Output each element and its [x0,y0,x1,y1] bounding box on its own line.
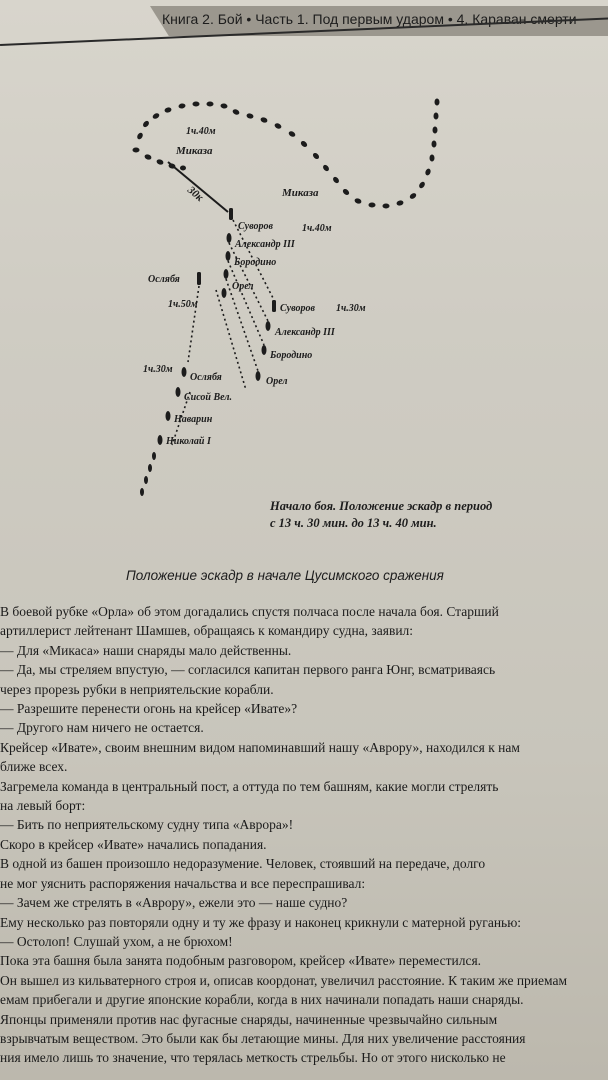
text-line: — Для «Микаса» наши снаряды мало действенны. [0,642,292,658]
label-time-right-2: 1ч.30м [336,303,366,314]
label-orel-1: Орел [232,281,254,292]
text-line: ближе всех. [0,759,68,775]
label-distance: 30к [185,184,206,204]
label-time-150: 1ч.50м [168,299,198,310]
text-line: В одной из башен произошло недоразумение. Человек, стоявший на передаче, долго [0,856,486,872]
text-line: Пока эта башня была занята подобным разговором, крейсер «Ивате» переместился. [0,953,482,969]
text-line: Скоро в крейсер «Ивате» начались попадания. [0,836,267,852]
label-orel-2: Орел [266,376,288,387]
label-oslyabya-1: Ослябя [148,274,180,285]
text-line: взрывчатым веществом. Это были как бы летающие мины. Для них увеличение расстояния [0,1030,526,1046]
label-time-top: 1ч.40м [186,126,216,137]
running-header: Книга 2. Бой • Часть 1. Под первым ударом • 4. Караван смерти [162,11,577,27]
label-alexander-2: Александр III [275,327,335,338]
text-line: Японцы применяли против нас фугасные снаряды, начиненные чрезвычайно сильным [0,1011,498,1027]
body-text [0,602,608,1068]
label-mikasa-2: Миказа [282,187,319,199]
text-line: — Другого нам ничего не остается. [0,720,204,736]
text-line: Загремела команда в центральный пост, а оттуда по тем башням, какие могли стрелять [0,778,499,794]
label-navarin: Наварин [174,414,213,425]
japanese-squadron-track-2 [246,99,440,209]
label-suvorov-2: Суворов [280,303,315,314]
distance-line [168,162,228,212]
diagram-note: Начало боя. Положение эскадр в период с 13 ч. 30 мин. до 13 ч. 40 мин. [270,499,493,530]
label-nikolai: Николай I [166,436,211,447]
label-suvorov-1: Суворов [238,221,273,232]
text-line: Он вышел из кильватерного строя и, описав коордонат, увеличил расстояние. К таким же приемам [0,972,567,988]
text-line: — Зачем же стрелять в «Аврору», ежели это — наше судно? [0,895,348,911]
label-oslyabya-2: Ослябя [190,372,222,383]
text-line: через прорезь рубки в неприятельские корабли. [0,681,274,697]
label-alexander-1: Александр III [235,239,295,250]
russian-column-2 [256,300,277,381]
label-borodino-2: Бородино [270,350,313,361]
text-line: — Да, мы стреляем впустую, — согласился капитан первого ранга Юнг, всматриваясь [0,662,496,678]
label-time-left: 1ч.30м [143,364,173,375]
text-line: не мог уяснить распоряжения начальства и все переспрашивал: [0,875,366,891]
text-line: В боевой рубке «Орла» об этом догадались спустя полчаса после начала боя. Старший [0,604,499,619]
text-line: Ему несколько раз повторяли одну и ту же фразу и наконец крикнули с матерной руганью: [0,914,522,930]
label-borodino-1: Бородино [234,257,277,268]
text-line: артиллерист лейтенант Шамшев, обращаясь к командиру судна, заявил: [0,623,414,639]
battle-diagram [0,60,608,500]
label-mikasa-1: Миказа [176,145,213,157]
text-line: — Бить по неприятельскому судну типа «Аврора»! [0,817,294,833]
text-line: Крейсер «Ивате», своим внешним видом напоминавший нашу «Аврору», находился к нам [0,739,520,755]
text-line: емам прибегали и другие японские корабли, когда в них начинали попадать наши снаряды. [0,992,524,1008]
text-line: ния имело лишь то значение, что терялась меткость стрельбы. Но от этого нисколько не [0,1050,506,1066]
text-line: — Разрешите перенести огонь на крейсер «Ивате»? [0,701,298,717]
text-line: на левый борт: [0,798,86,814]
text-line: — Остолоп! Слушай ухом, а не брюхом! [0,933,233,949]
label-time-right-1: 1ч.40м [302,223,332,234]
label-sisoy: Сисой Вел. [184,392,232,403]
figure-caption: Положение эскадр в начале Цусимского сражения [126,568,444,583]
